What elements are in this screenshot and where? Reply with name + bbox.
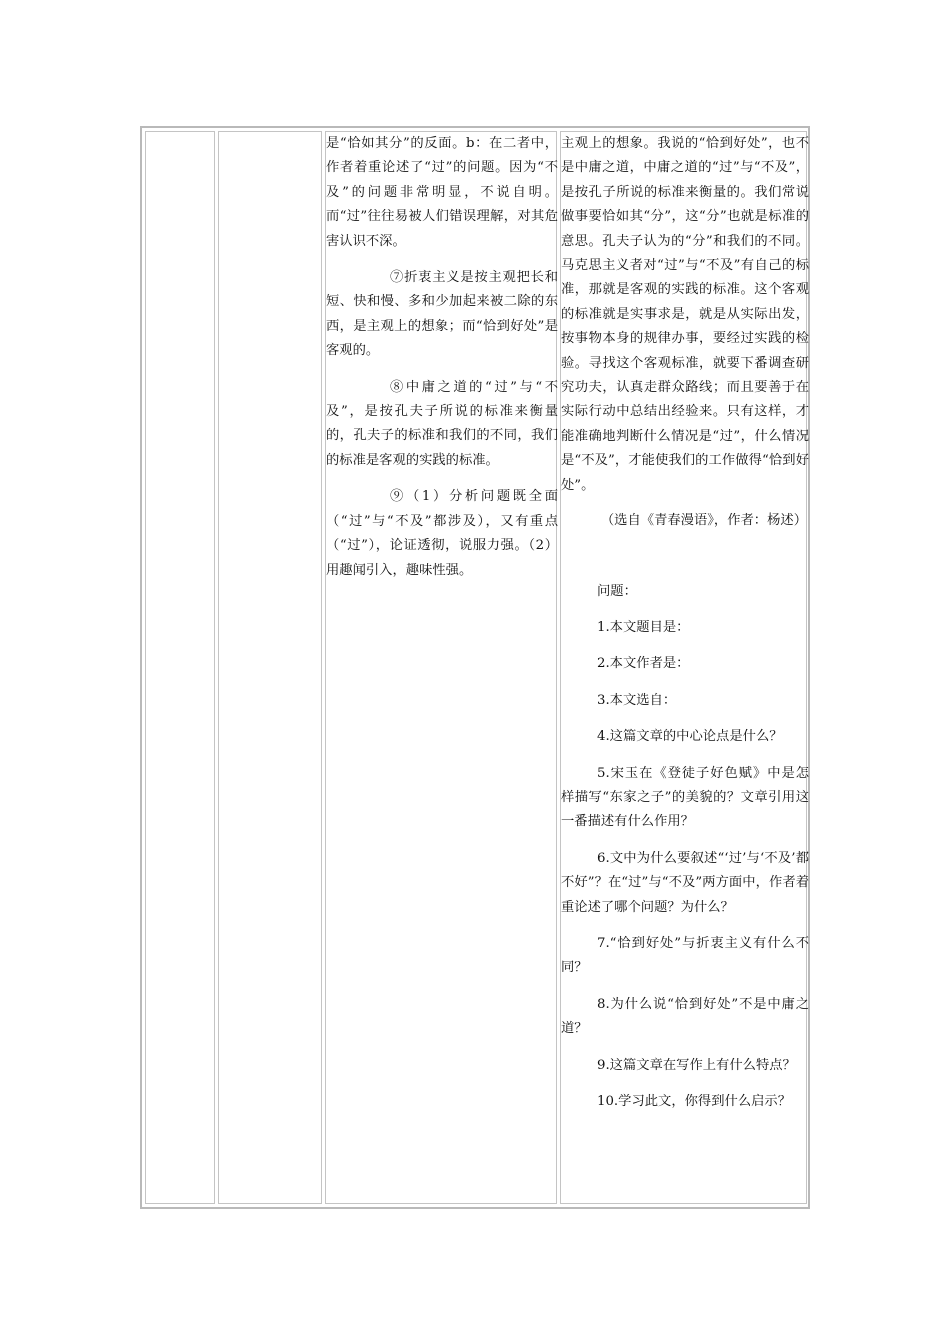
question-item: 8.为什么说“恰到好处”不是中庸之道？ xyxy=(561,996,809,1037)
passage-text: 主观上的想象。我说的“恰到好处”，也不是中庸之道，中庸之道的“过”与“不及”，是按孔子所说的标准来衡量的。我们常说做事要恰如其“分”，这“分”也就是标准的意思。孔夫子认为的“分”和我们的不同。马克思主义者对“过”与“不及”有自己的标准，那就是客观的实践的标准。这个客观的标准就是实事求是，就是从实际出发，按事物本身的规律办事，要经过实践的检验。寻找这个客观标准，就要下番调查研究功夫，认真走群众路线；而且要善于在实际行动中总结出经验来。只有这样，才能准确地判断什么情况是“过”，什么情况是“不及”，才能使我们的工作做得“恰到好处”。 xyxy=(561,136,809,493)
question-item: 9.这篇文章在写作上有什么特点？ xyxy=(597,1057,796,1073)
question-item: 7.“恰到好处”与折衷主义有什么不同？ xyxy=(561,935,809,976)
question-item: 6.文中为什么要叙述“‘过’与‘不及’都不好”？在“过”与“不及”两方面中，作者着重论述了哪个问题？为什么？ xyxy=(561,850,809,915)
table-column-1 xyxy=(145,131,215,1204)
answer-paragraph-7: ⑦折衷主义是按主观把长和短、快和慢、多和少加起来被二除的东西，是主观上的想象；而“恰到好处”是客观的。 xyxy=(326,270,558,359)
question-item: 4.这篇文章的中心论点是什么？ xyxy=(597,729,783,745)
table-column-2 xyxy=(218,131,322,1204)
question-item: 5.宋玉在《登徒子好色赋》中是怎样描写“东家之子”的美貌的？文章引用这一番描述有什么作用？ xyxy=(561,765,809,830)
question-item: 10.学习此文，你得到什么启示？ xyxy=(597,1094,792,1109)
answer-paragraph-1: 是“恰如其分”的反面。b：在二者中，作者着重论述了“过”的问题。因为“不及”的问题非常明显，不说自明。而“过”往往易被人们错误理解，对其危害认识不深。 xyxy=(326,136,558,249)
passage-and-questions xyxy=(561,132,809,1114)
answer-notes xyxy=(326,132,558,583)
table-frame xyxy=(140,126,810,1209)
question-item: 1.本文题目是： xyxy=(597,619,690,635)
passage-source: （选自《青春漫语》，作者：杨述） xyxy=(600,513,807,529)
question-item: 2.本文作者是： xyxy=(597,656,690,672)
questions-heading: 问题： xyxy=(597,583,637,599)
question-item: 3.本文选自： xyxy=(597,692,677,708)
answer-paragraph-9: ⑨（1）分析问题既全面（“过”与“不及”都涉及），又有重点（“过”），论证透彻，说服力强。（2）用趣闻引入，趣味性强。 xyxy=(326,489,558,578)
answer-paragraph-8: ⑧中庸之道的“过”与“不及”，是按孔夫子所说的标准来衡量的，孔夫子的标准和我们的不同，我们的标准是客观的实践的标准。 xyxy=(326,379,558,468)
